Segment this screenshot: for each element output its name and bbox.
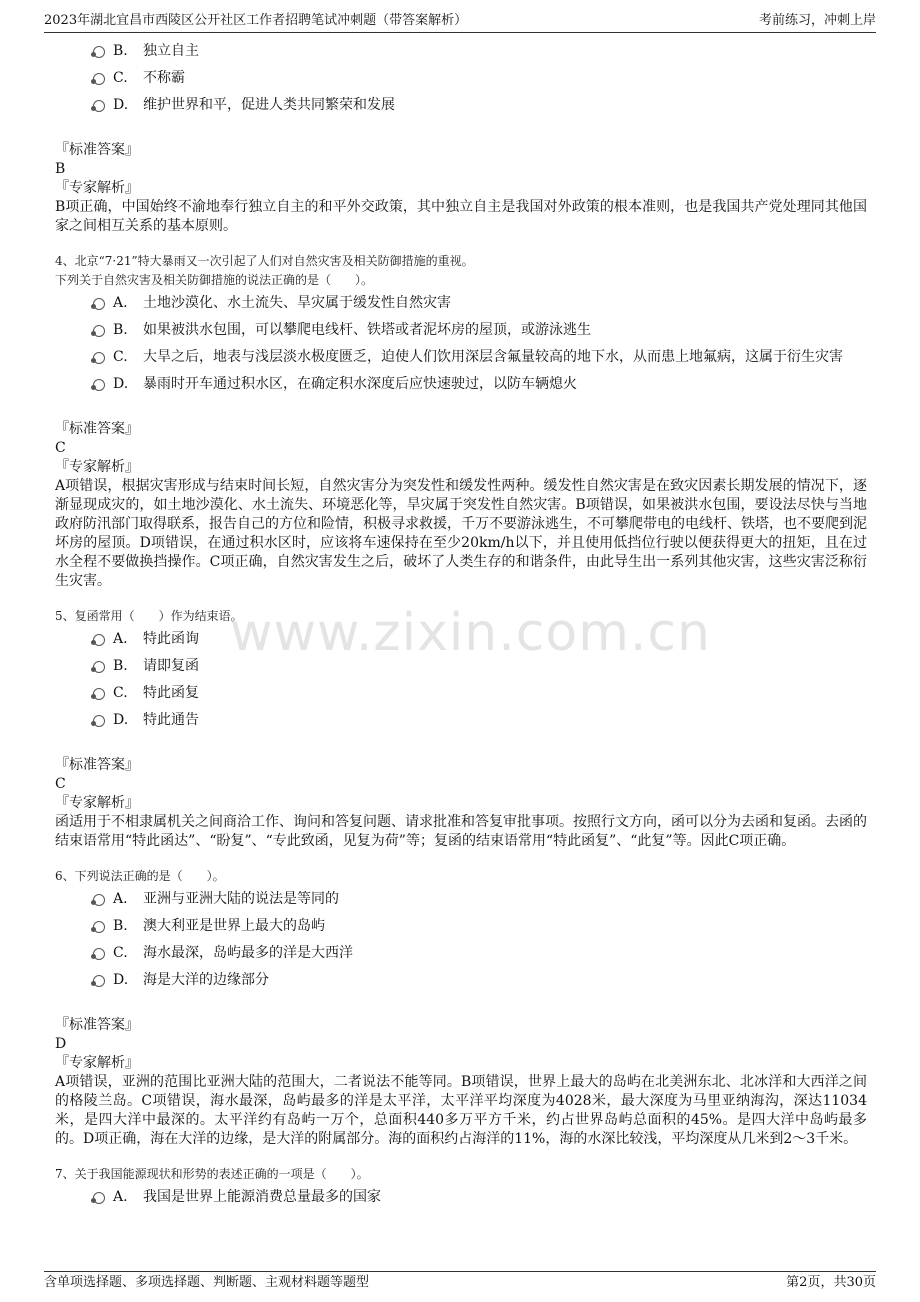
q7-option-a[interactable] [55, 1184, 867, 1211]
radio-icon[interactable] [93, 73, 105, 85]
option-letter: A. [113, 295, 128, 311]
page-number: 第2页，共30页 [786, 1275, 876, 1290]
option-letter: C. [113, 349, 128, 365]
option-letter: B. [113, 658, 128, 674]
q6-option-a[interactable] [55, 886, 867, 913]
q6-analysis: A项错误，亚洲的范围比亚洲大陆的范围大，二者说法不能等同。B项错误，世界上最大的岛屿在北美洲东北、北冰洋和大西洋之间的格陵兰岛。C项错误，海水最深，岛屿最多的洋是太平洋，太平洋平均深度为4028米，最大深度为马里亚纳海沟，深达11034米，是四大洋中最深的。太平洋约有岛屿一万个，总面积440多万平方千米，约占世界岛屿总面积的45%。是四大洋中岛屿最多的。D项正确，海在大洋的边缘，是大洋的附属部分。海的面积约占海洋的11%，海的水深比较浅，平均深度从几米到2～3千米。 [55, 1074, 867, 1147]
q3-option-c[interactable] [55, 65, 867, 92]
radio-icon[interactable] [93, 634, 105, 646]
radio-icon[interactable] [93, 352, 105, 364]
q3-option-d[interactable] [55, 92, 867, 119]
option-text: 特此函复 [143, 685, 199, 701]
option-letter: C. [113, 945, 128, 961]
option-text: 不称霸 [143, 70, 185, 86]
q6-option-c[interactable] [55, 940, 867, 967]
radio-icon[interactable] [93, 975, 105, 987]
standard-answer-label: 『标准答案』 [55, 142, 139, 158]
option-text: 海是大洋的边缘部分 [143, 972, 269, 988]
q4-answer: C [55, 440, 66, 456]
radio-icon[interactable] [93, 46, 105, 58]
q4-title-line2: 下列关于自然灾害及相关防御措施的说法正确的是（ ）。 [55, 273, 374, 287]
q5-analysis: 函适用于不相隶属机关之间商洽工作、询问和答复问题、请求批准和答复审批事项。按照行文方向，函可以分为去函和复函。去函的结束语常用“特此函达”、“盼复”、“专此致函，见复为荷”等；复函的结束语常用“特此函复”、“此复”等。因此C项正确。 [55, 814, 867, 849]
option-text: 大旱之后，地表与浅层淡水极度匮乏，迫使人们饮用深层含氟量较高的地下水，从而患上地氟病，这属于衍生灾害 [143, 349, 843, 365]
option-text: 如果被洪水包围，可以攀爬电线杆、铁塔或者泥坏房的屋顶，或游泳逃生 [143, 322, 591, 338]
radio-icon[interactable] [93, 921, 105, 933]
option-text: 亚洲与亚洲大陆的说法是等同的 [143, 891, 339, 907]
watermark: www.zixin.com.cn [230, 603, 711, 663]
option-letter: B. [113, 918, 128, 934]
option-letter: A. [113, 631, 128, 647]
q5-option-b[interactable] [55, 653, 867, 680]
radio-icon[interactable] [93, 1192, 105, 1204]
q4-analysis: A项错误，根据灾害形成与结束时间长短，自然灾害分为突发性和缓发性两种。缓发性自然灾害是在致灾因素长期发展的情况下，逐渐显现成灾的，如土地沙漠化、水土流失、环境恶化等，旱灾属于突发性自然灾害。B项错误，如果被洪水包围，要设法尽快与当地政府防汛部门取得联系，报告自己的方位和险情，积极寻求救援，千万不要游泳逃生，不可攀爬带电的电线杆、铁塔，也不要爬到泥坏房的屋顶。D项错误，在通过积水区时，应该将车速保持在至少20km/h以下，并且使用低挡位行驶以便获得更大的扭矩，且在过水全程不要做换挡操作。C项正确，自然灾害发生之后，破坏了人类生存的和谐条件，由此导生出一系列其他灾害，这些灾害泛称衍生灾害。 [55, 478, 867, 589]
option-text: 特此函询 [143, 631, 199, 647]
radio-icon[interactable] [93, 325, 105, 337]
q6-answer: D [55, 1036, 67, 1052]
option-letter: A. [113, 1189, 128, 1205]
option-letter: C. [113, 70, 128, 86]
radio-icon[interactable] [93, 100, 105, 112]
option-letter: A. [113, 891, 128, 907]
radio-icon[interactable] [93, 379, 105, 391]
option-letter: D. [113, 97, 129, 113]
page-content [55, 38, 867, 1211]
option-text: 海水最深，岛屿最多的洋是大西洋 [143, 945, 353, 961]
expert-analysis-label: 『专家解析』 [55, 1055, 139, 1071]
radio-icon[interactable] [93, 661, 105, 673]
q5-option-c[interactable] [55, 680, 867, 707]
option-text: 请即复函 [143, 658, 199, 674]
expert-analysis-label: 『专家解析』 [55, 180, 139, 196]
option-text: 暴雨时开车通过积水区，在确定积水深度后应快速驶过，以防车辆熄火 [143, 376, 577, 392]
q4-option-b[interactable] [55, 317, 867, 344]
option-text: 我国是世界上能源消费总量最多的国家 [143, 1189, 381, 1205]
q5-option-a[interactable] [55, 626, 867, 653]
radio-icon[interactable] [93, 715, 105, 727]
q3-option-b[interactable] [55, 38, 867, 65]
page-footer [44, 1271, 876, 1294]
option-text: 土地沙漠化、水土流失、旱灾属于缓发性自然灾害 [143, 295, 451, 311]
radio-icon[interactable] [93, 948, 105, 960]
q4-option-a[interactable] [55, 290, 867, 317]
radio-icon[interactable] [93, 298, 105, 310]
option-letter: D. [113, 972, 129, 988]
expert-analysis-label: 『专家解析』 [55, 459, 139, 475]
q4-title-line1: 4、北京“7·21”特大暴雨又一次引起了人们对自然灾害及相关防御措施的重视。 [55, 254, 474, 268]
q6-option-d[interactable] [55, 967, 867, 994]
q5-option-d[interactable] [55, 707, 867, 734]
q7-title: 7、关于我国能源现状和形势的表述正确的一项是（ ）。 [55, 1167, 369, 1181]
option-letter: C. [113, 685, 128, 701]
option-text: 独立自主 [143, 43, 199, 59]
option-text: 维护世界和平，促进人类共同繁荣和发展 [143, 97, 395, 113]
expert-analysis-label: 『专家解析』 [55, 795, 139, 811]
standard-answer-label: 『标准答案』 [55, 1017, 139, 1033]
option-letter: B. [113, 43, 128, 59]
radio-icon[interactable] [93, 894, 105, 906]
option-letter: B. [113, 322, 128, 338]
option-text: 澳大利亚是世界上最大的岛屿 [143, 918, 325, 934]
q4-option-d[interactable] [55, 371, 867, 398]
footer-note: 含单项选择题、多项选择题、判断题、主观材料题等题型 [44, 1275, 370, 1290]
radio-icon[interactable] [93, 688, 105, 700]
option-text: 特此通告 [143, 712, 199, 728]
standard-answer-label: 『标准答案』 [55, 757, 139, 773]
page-header [44, 10, 876, 33]
q5-answer: C [55, 776, 66, 792]
q3-answer: B [55, 161, 66, 177]
header-title: 2023年湖北宜昌市西陵区公开社区工作者招聘笔试冲刺题（带答案解析） [44, 13, 468, 28]
standard-answer-label: 『标准答案』 [55, 421, 139, 437]
option-letter: D. [113, 376, 129, 392]
header-slogan: 考前练习，冲刺上岸 [758, 13, 876, 28]
q6-title: 6、下列说法正确的是（ ）。 [55, 869, 225, 883]
option-letter: D. [113, 712, 129, 728]
q6-option-b[interactable] [55, 913, 867, 940]
q4-option-c[interactable] [55, 344, 867, 371]
q5-title: 5、复函常用（ ）作为结束语。 [55, 609, 243, 623]
q3-analysis: B项正确，中国始终不渝地奉行独立自主的和平外交政策，其中独立自主是我国对外政策的根本准则，也是我国共产党处理同其他国家之间相互关系的基本原则。 [55, 199, 867, 234]
